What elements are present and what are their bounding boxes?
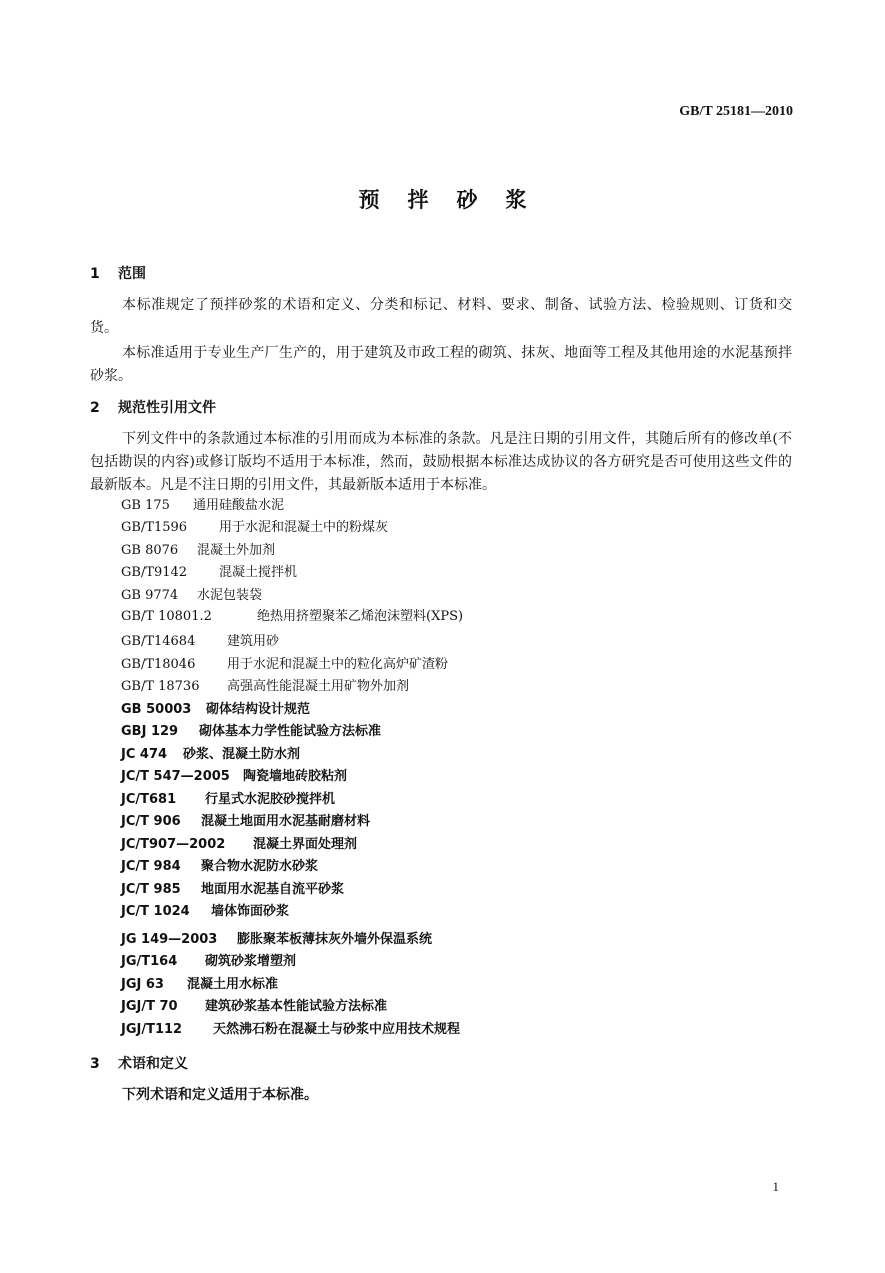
- list-item: JGJ 63 混凝土用水标准: [121, 977, 279, 992]
- list-item: GB/T9142 混凝土搅拌机: [121, 565, 298, 580]
- page-number: 1: [772, 1179, 779, 1194]
- list-item: JC/T907—2002 混凝土界面处理剂: [121, 837, 358, 852]
- list-item: JGJ/T112 天然沸石粉在混凝土与砂浆中应用技术规程: [121, 1022, 461, 1037]
- section-title: 术语和定义: [118, 1056, 188, 1072]
- standard-number: GB/T 25181—2010: [679, 104, 793, 119]
- section-number: 2: [90, 400, 100, 416]
- list-item: GB/T 10801.2 绝热用挤塑聚苯乙烯泡沫塑料(XPS): [121, 609, 464, 624]
- list-item: JC/T 547—2005 陶瓷墙地砖胶粘剂: [121, 769, 348, 784]
- section-number: 3: [90, 1056, 100, 1072]
- list-item: JC/T 985 地面用水泥基自流平砂浆: [121, 882, 345, 897]
- list-item: GB 9774 水泥包装袋: [121, 588, 263, 603]
- list-item: GB 175 通用硅酸盐水泥: [121, 498, 285, 513]
- section-number: 1: [90, 266, 100, 282]
- list-item: JGJ/T 70 建筑砂浆基本性能试验方法标准: [121, 999, 388, 1014]
- document-title: 预拌砂浆: [358, 188, 555, 212]
- list-item: GB/T18046 用于水泥和混凝土中的粒化高炉矿渣粉: [121, 657, 449, 672]
- section-2-heading: [90, 397, 216, 417]
- section-title: 规范性引用文件: [118, 400, 216, 416]
- list-item: JG/T164 砌筑砂浆增塑剂: [121, 954, 297, 969]
- paragraph: 下列文件中的条款通过本标准的引用而成为本标准的条款。凡是注日期的引用文件，其随后所有的修改单(不包括勘误的内容)或修订版均不适用于本标准，然而，鼓励根据本标准达成协议的各方研究是否可使用这些文件的最新版本。凡是不注日期的引用文件，其最新版本适用于本标准。: [90, 431, 792, 493]
- paragraph: 下列术语和定义适用于本标准。: [122, 1087, 318, 1103]
- list-item: JC/T 906 混凝土地面用水泥基耐磨材料: [121, 814, 371, 829]
- list-item: JC/T 1024 墙体饰面砂浆: [121, 904, 290, 919]
- list-item: GB/T 18736 高强高性能混凝土用矿物外加剂: [121, 679, 410, 694]
- list-item: GBJ 129 砌体基本力学性能试验方法标准: [121, 724, 382, 739]
- list-item: JG 149—2003 膨胀聚苯板薄抹灰外墙外保温系统: [121, 932, 433, 947]
- list-item: GB/T1596 用于水泥和混凝土中的粉煤灰: [121, 520, 389, 535]
- list-item: GB/T14684 建筑用砂: [121, 634, 280, 649]
- section-1-heading: [90, 263, 146, 283]
- paragraph: 本标准规定了预拌砂浆的术语和定义、分类和标记、材料、要求、制备、试验方法、检验规则、订货和交货。: [90, 297, 792, 336]
- list-item: JC/T 984 聚合物水泥防水砂浆: [121, 859, 319, 874]
- section-3-heading: [90, 1053, 188, 1073]
- section-title: 范围: [118, 266, 146, 282]
- list-item: GB 8076 混凝土外加剂: [121, 543, 276, 558]
- list-item: GB 50003 砌体结构设计规范: [121, 702, 311, 717]
- paragraph: 本标准适用于专业生产厂生产的，用于建筑及市政工程的砌筑、抹灰、地面等工程及其他用途的水泥基预拌砂浆。: [90, 345, 792, 384]
- list-item: JC 474 砂浆、混凝土防水剂: [121, 747, 301, 762]
- list-item: JC/T681 行星式水泥胶砂搅拌机: [121, 792, 336, 807]
